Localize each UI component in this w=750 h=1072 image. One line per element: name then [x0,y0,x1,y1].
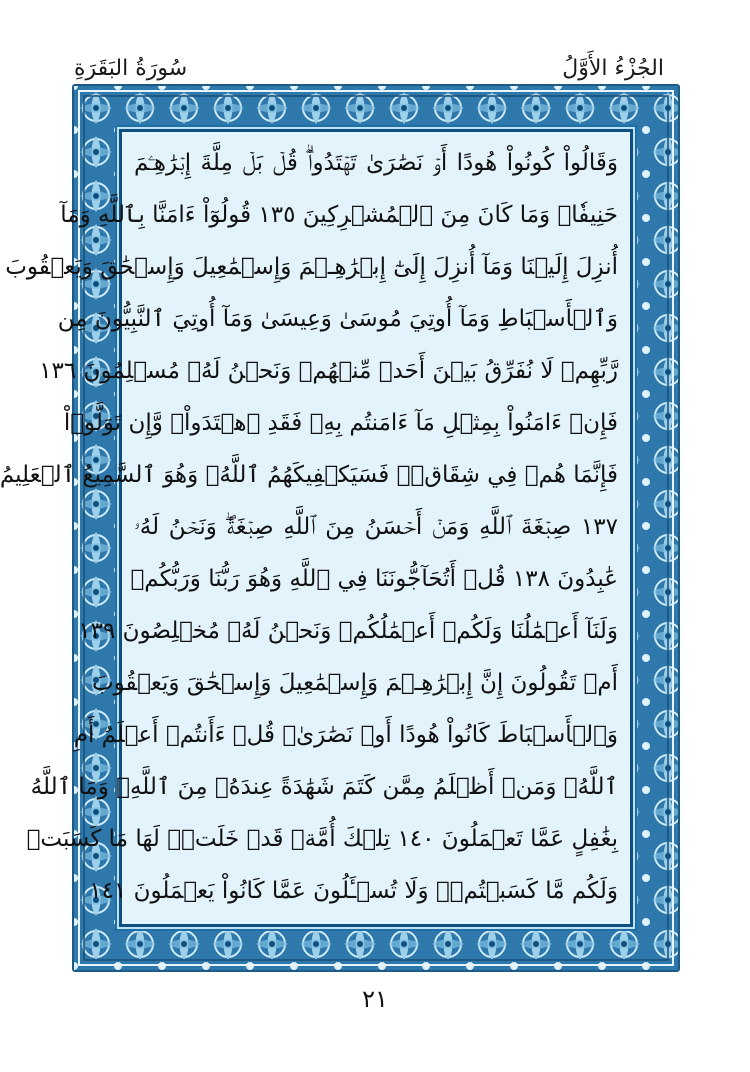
juz-title: الجُزْءُ الأَوَّلُ [562,56,664,81]
page-number: ٢١ [362,985,388,1013]
verse-line: رَّبِّهِمۡ لَا نُفَرِّقُ بَيۡنَ أَحَدٖ مِّنۡهُمۡ وَنَحۡنُ لَهُۥ مُسۡلِمُونَ ١٣٦ [39,358,618,384]
verse-line: أَمۡ تَقُولُونَ إِنَّ إِبۡرَٰهِـۧمَ وَإِسۡمَٰعِيلَ وَإِسۡحَٰقَ وَيَعۡقُوبَ [91,670,618,696]
verse-line: ٱللَّهُۗ وَمَنۡ أَظۡلَمُ مِمَّن كَتَمَ شَهَٰدَةً عِندَهُۥ مِنَ ٱللَّهِۗ وَمَا ٱللَّهُ [30,774,618,800]
verse-line: فَإِنۡ ءَامَنُواْ بِمِثۡلِ مَآ ءَامَنتُم بِهِۦ فَقَدِ ٱهۡتَدَواْۖ وَّإِن تَوَلَّوۡاْ [63,410,618,436]
surah-title: سُورَةُ البَقَرَةِ [74,56,188,81]
verse-line: فَإِنَّمَا هُمۡ فِي شِقَاقٖۖ فَسَيَكۡفِيكَهُمُ ٱللَّهُۚ وَهُوَ ٱلسَّمِيعُ ٱلۡعَلِيمُ [0,462,618,488]
verse-line: عَٰبِدُونَ ١٣٨ قُلۡ أَتُحَآجُّونَنَا فِي ٱللَّهِ وَهُوَ رَبُّنَا وَرَبُّكُمۡ [130,566,618,592]
verse-line: أُنزِلَ إِلَيۡنَا وَمَآ أُنزِلَ إِلَىٰٓ إِبۡرَٰهِـۧمَ وَإِسۡمَٰعِيلَ وَإِسۡحَٰقَ وَيَعۡقُوبَ [5,254,618,280]
verse-line: ١٣٧ صِبۡغَةَ ٱللَّهِ وَمَنۡ أَحۡسَنُ مِنَ ٱللَّهِ صِبۡغَةٗۖ وَنَحۡنُ لَهُۥ [134,514,618,540]
verse-line: بِغَٰفِلٍ عَمَّا تَعۡمَلُونَ ١٤٠ تِلۡكَ أُمَّةٞ قَدۡ خَلَتۡۖ لَهَا مَا كَسَبَتۡ [26,826,618,852]
verse-line: وَٱلۡأَسۡبَاطِ وَمَآ أُوتِيَ مُوسَىٰ وَعِيسَىٰ وَمَآ أُوتِيَ ٱلنَّبِيُّونَ مِن [57,306,618,332]
verse-line: وَلَنَآ أَعۡمَٰلُنَا وَلَكُمۡ أَعۡمَٰلُكُمۡ وَنَحۡنُ لَهُۥ مُخۡلِصُونَ ١٣٩ [78,618,618,644]
text-panel [0,129,633,927]
verse-line: حَنِيفٗاۖ وَمَا كَانَ مِنَ ٱلۡمُشۡرِكِينَ ١٣٥ قُولُوٓاْ ءَامَنَّا بِٱللَّهِ وَمَآ [60,202,618,228]
verse-line: وَٱلۡأَسۡبَاطَ كَانُواْ هُودًا أَوۡ نَصَٰرَىٰۗ قُلۡ ءَأَنتُمۡ أَعۡلَمُ أَمِ [73,722,618,748]
verse-line: وَقَالُواْ كُونُواْ هُودًا أَوۡ نَصَٰرَىٰ تَهۡتَدُواْۗ قُلۡ بَلۡ مِلَّةَ إِبۡرَٰهِـۧمَ [134,150,618,176]
ornamental-frame [0,84,680,972]
verse-line: وَلَكُم مَّا كَسَبۡتُمۡۖ وَلَا تُسۡـَٔلُونَ عَمَّا كَانُواْ يَعۡمَلُونَ ١٤١ [89,878,618,904]
verse-lines [0,132,630,924]
